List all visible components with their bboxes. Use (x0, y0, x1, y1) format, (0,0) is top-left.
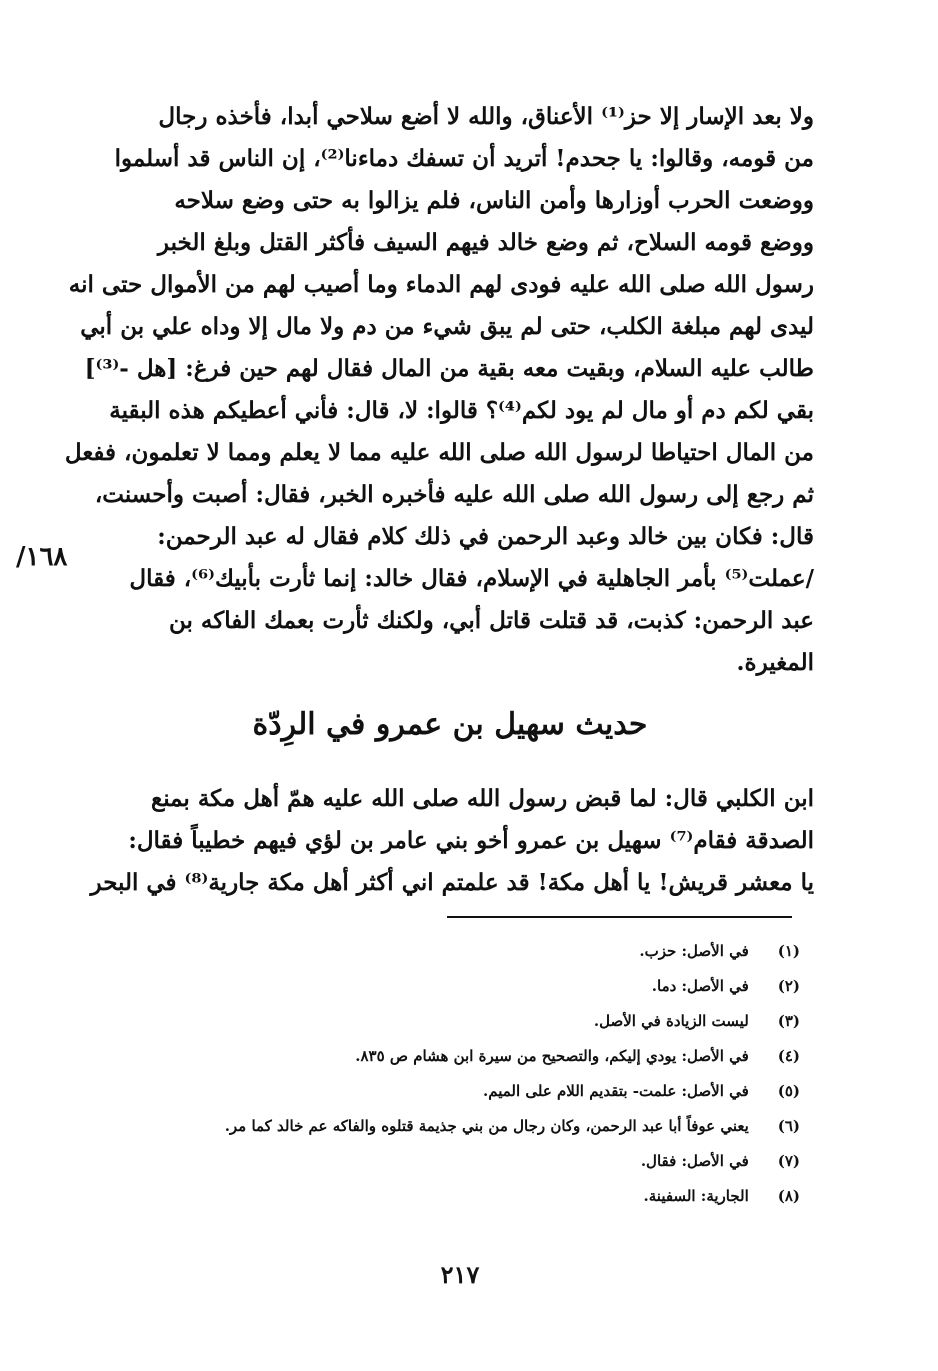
footnote-number: (٢) (777, 977, 800, 995)
footnote-item (150, 1074, 800, 1109)
text-line: رسول الله صلى الله عليه فودى لهم الدماء وما أصيب لهم من الأموال حتى انه (68, 271, 814, 298)
text-line: /عملت⁽⁵⁾ بأمر الجاهلية في الإسلام، فقال خالد: إنما ثأرت بأبيك⁽⁶⁾، فقال (129, 565, 814, 592)
footnote-text: في الأصل: يودي إليكم، والتصحيح من سيرة ابن هشام ص ٨٣٥. (355, 1047, 749, 1065)
text-line: ووضعت الحرب أوزارها وأمن الناس، فلم يزالوا به حتى وضع سلاحه (174, 187, 814, 214)
footnote-text: في الأصل: حزب. (639, 942, 749, 960)
footnote-number: (٥) (777, 1082, 800, 1100)
text-line: ثم رجع إلى رسول الله صلى الله عليه فأخبره الخبر، فقال: أصبت وأحسنت، (94, 481, 814, 508)
footnote-text: في الأصل: دما. (651, 977, 749, 995)
footnote-text: يعني عوفاً أبا عبد الرحمن، وكان رجال من بني جذيمة قتلوه والفاكه عم خالد كما مر. (224, 1117, 749, 1135)
footnote-item (150, 969, 800, 1004)
footnote-number: (١) (777, 942, 800, 960)
footnote-item (150, 1109, 800, 1144)
text-line: يا معشر قريش! يا أهل مكة! قد علمتم اني أكثر أهل مكة جارية⁽⁸⁾ في البحر (90, 869, 814, 896)
main-text-block (64, 96, 814, 684)
footnote-text: في الأصل: علمت- بتقديم اللام على الميم. (483, 1082, 749, 1100)
footnote-text: ليست الزيادة في الأصل. (593, 1012, 749, 1030)
text-line: ووضع قومه السلاح، ثم وضع خالد فيهم السيف فأكثر القتل وبلغ الخبر (157, 229, 814, 256)
margin-folio-note: ١٦٨/ (16, 542, 68, 572)
footnote-divider (447, 916, 792, 918)
text-line: ابن الكلبي قال: لما قبض رسول الله صلى الله عليه همّ أهل مكة بمنع (150, 785, 814, 812)
text-line: الصدقة فقام⁽⁷⁾ سهيل بن عمرو أخو بني عامر بن لؤي فيهم خطيباً فقال: (128, 827, 814, 854)
footnote-number: (٨) (777, 1187, 800, 1205)
text-line: بقي لكم دم أو مال لم يود لكم⁽⁴⁾؟ قالوا: لا، قال: فأني أعطيكم هذه البقية (109, 397, 814, 424)
footnote-item (150, 1004, 800, 1039)
footnotes-list (150, 934, 800, 1214)
text-line: طالب عليه السلام، وبقيت معه بقية من المال فقال لهم حين فرغ: [هل -⁽³⁾] (84, 355, 814, 382)
footnote-text: الجارية: السفينة. (643, 1187, 749, 1205)
text-line: قال: فكان بين خالد وعبد الرحمن في ذلك كلام فقال له عبد الرحمن: (157, 523, 814, 550)
footnote-item (150, 1144, 800, 1179)
footnote-number: (٧) (777, 1152, 800, 1170)
text-line: ولا بعد الإسار إلا حز⁽¹⁾ الأعناق، والله لا أضع سلاحي أبدا، فأخذه رجال (158, 103, 814, 130)
text-line: من قومه، وقالوا: يا جحدم! أتريد أن تسفك دماءنا⁽²⁾، إن الناس قد أسلموا (114, 145, 814, 172)
footnote-text: في الأصل: فقال. (640, 1152, 749, 1170)
text-line: عبد الرحمن: كذبت، قد قتلت قاتل أبي، ولكنك ثأرت بعمك الفاكه بن (169, 607, 814, 634)
footnote-number: (٦) (777, 1117, 800, 1135)
text-line: المغيرة. (736, 649, 814, 676)
text-line: ليدى لهم مبلغة الكلب، حتى لم يبق شيء من دم ولا مال إلا وداه علي بن أبي (80, 313, 814, 340)
footnote-item (150, 934, 800, 969)
footnote-number: (٤) (777, 1047, 800, 1065)
page-number: ٢١٧ (440, 1260, 480, 1289)
footnote-number: (٣) (777, 1012, 800, 1030)
text-line: من المال احتياطا لرسول الله صلى الله عليه مما لا يعلم ومما لا تعلمون، ففعل (64, 439, 814, 466)
section-heading: حديث سهيل بن عمرو في الرِدّة (252, 707, 648, 742)
footnote-item (150, 1039, 800, 1074)
footnote-item (150, 1179, 800, 1214)
section-text-block (92, 778, 814, 904)
